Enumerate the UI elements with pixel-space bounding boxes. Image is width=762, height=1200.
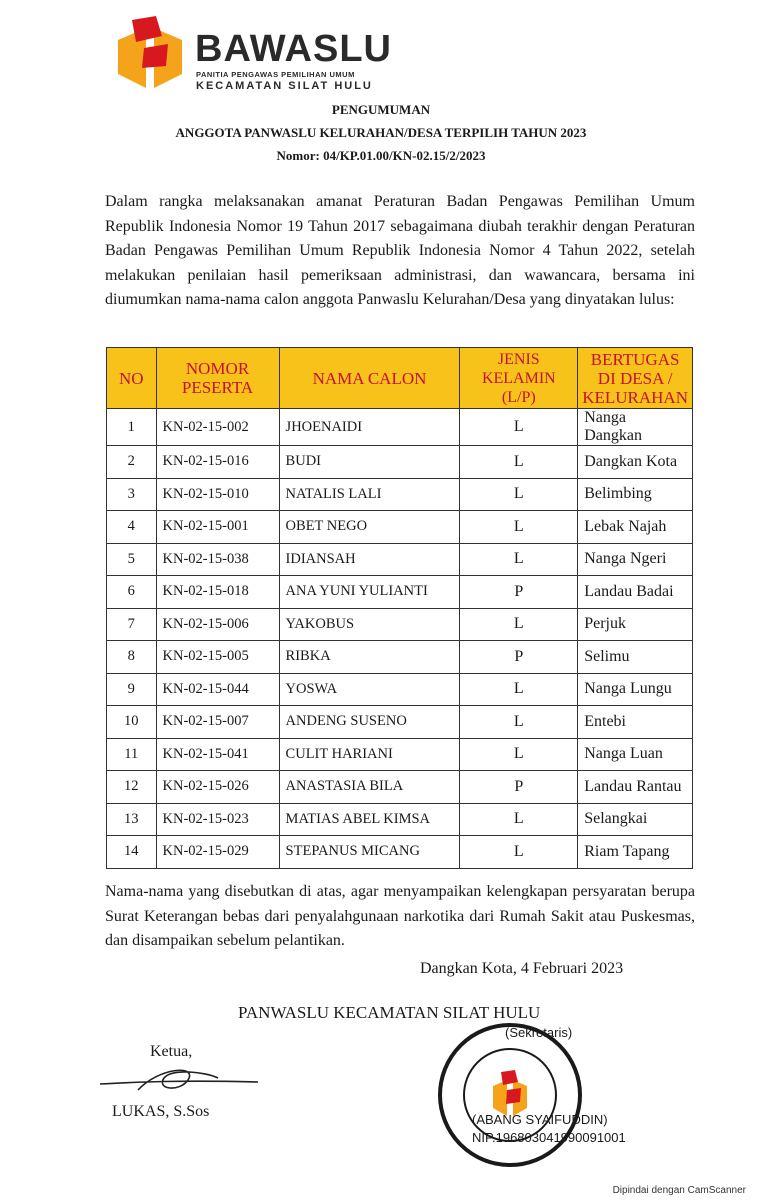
announcement-subject: ANGGOTA PANWASLU KELURAHAN/DESA TERPILIH TAHUN 2023 bbox=[175, 125, 587, 140]
right-signer-nip: NIP.196803041990091001 bbox=[472, 1130, 626, 1145]
cell-jenis-kelamin: L bbox=[460, 738, 578, 771]
cell-jenis-kelamin: L bbox=[460, 543, 578, 576]
cell-desa: Nanga Dangkan bbox=[578, 409, 693, 446]
table-row bbox=[107, 409, 693, 446]
cell-nama-calon: STEPANUS MICANG bbox=[279, 836, 460, 869]
cell-nama-calon: NATALIS LALI bbox=[279, 478, 460, 511]
cell-no: 1 bbox=[107, 409, 157, 446]
intro-paragraph: Dalam rangka melaksanakan amanat Peraturan Badan Pengawas Pemilihan Umum Republik Indonesia Nomor 19 Tahun 2017 sebagaimana diubah terakhir dengan Peraturan Badan Pengawas Pemilihan Umum Republik Indonesia Nomor 4 Tahun 2022, setelah melakukan penilaian hasil pemeriksaan administrasi, dan wawancara, bersama ini diumumkan nama-nama calon anggota Panwaslu Kelurahan/Desa yang dinyatakan lulus: bbox=[105, 193, 695, 308]
cell-no: 8 bbox=[107, 641, 157, 674]
right-signer-role: (Sekretaris) bbox=[505, 1025, 573, 1040]
table-row bbox=[107, 543, 693, 576]
cell-desa: Landau Rantau bbox=[578, 771, 693, 804]
table-header-row bbox=[107, 348, 693, 409]
col-nomor-peserta-header: NOMOR PESERTA bbox=[156, 348, 279, 409]
cell-desa: Dangkan Kota bbox=[578, 446, 693, 479]
cell-nomor-peserta: KN-02-15-002 bbox=[156, 409, 279, 446]
col-desa-header: BERTUGAS DI DESA / KELURAHAN bbox=[578, 348, 693, 409]
cell-nomor-peserta: KN-02-15-005 bbox=[156, 641, 279, 674]
cell-no: 10 bbox=[107, 706, 157, 739]
table-row bbox=[107, 771, 693, 804]
cell-no: 12 bbox=[107, 771, 157, 804]
cell-no: 13 bbox=[107, 803, 157, 836]
scanner-footer: Dipindai dengan CamScanner bbox=[612, 1185, 746, 1196]
cell-nama-calon: CULIT HARIANI bbox=[279, 738, 460, 771]
bawaslu-emblem-icon bbox=[110, 14, 190, 92]
candidate-table bbox=[106, 347, 693, 869]
left-signer-role: Ketua, bbox=[150, 1043, 193, 1060]
cell-no: 4 bbox=[107, 511, 157, 544]
col-no-header: NO bbox=[107, 348, 157, 409]
cell-jenis-kelamin: L bbox=[460, 836, 578, 869]
cell-desa: Selimu bbox=[578, 641, 693, 674]
cell-nama-calon: BUDI bbox=[279, 446, 460, 479]
cell-jenis-kelamin: L bbox=[460, 409, 578, 446]
cell-desa: Landau Badai bbox=[578, 576, 693, 609]
cell-jenis-kelamin: L bbox=[460, 608, 578, 641]
cell-nama-calon: JHOENAIDI bbox=[279, 409, 460, 446]
cell-nama-calon: ANA YUNI YULIANTI bbox=[279, 576, 460, 609]
logo-wordmark: BAWASLU bbox=[195, 28, 392, 70]
col-nama-calon-header: NAMA CALON bbox=[279, 348, 460, 409]
cell-jenis-kelamin: P bbox=[460, 771, 578, 804]
cell-nama-calon: OBET NEGO bbox=[279, 511, 460, 544]
cell-nama-calon: ANASTASIA BILA bbox=[279, 771, 460, 804]
place-date: Dangkan Kota, 4 Februari 2023 bbox=[420, 960, 624, 977]
table-row bbox=[107, 446, 693, 479]
cell-nomor-peserta: KN-02-15-016 bbox=[156, 446, 279, 479]
logo-subtitle-location: KECAMATAN SILAT HULU bbox=[196, 80, 373, 92]
cell-nomor-peserta: KN-02-15-018 bbox=[156, 576, 279, 609]
table-row bbox=[107, 608, 693, 641]
cell-desa: Selangkai bbox=[578, 803, 693, 836]
closing-paragraph: Nama-nama yang disebutkan di atas, agar menyampaikan kelengkapan persyaratan berupa Surat Keterangan bebas dari penyalahgunaan narkotika dari Rumah Sakit atau Puskesmas, dan disampaikan sebelum pelantikan. bbox=[105, 883, 695, 949]
cell-nama-calon: YAKOBUS bbox=[279, 608, 460, 641]
cell-jenis-kelamin: L bbox=[460, 803, 578, 836]
cell-nama-calon: MATIAS ABEL KIMSA bbox=[279, 803, 460, 836]
table-row bbox=[107, 738, 693, 771]
cell-no: 9 bbox=[107, 673, 157, 706]
cell-desa: Perjuk bbox=[578, 608, 693, 641]
cell-nama-calon: YOSWA bbox=[279, 673, 460, 706]
cell-no: 7 bbox=[107, 608, 157, 641]
cell-desa: Riam Tapang bbox=[578, 836, 693, 869]
announcement-number: Nomor: 04/KP.01.00/KN-02.15/2/2023 bbox=[276, 148, 486, 163]
cell-nomor-peserta: KN-02-15-006 bbox=[156, 608, 279, 641]
cell-desa: Nanga Lungu bbox=[578, 673, 693, 706]
table-row bbox=[107, 673, 693, 706]
official-stamp bbox=[435, 1020, 585, 1170]
cell-desa: Entebi bbox=[578, 706, 693, 739]
right-signer-name: (ABANG SYAIFUDDIN) bbox=[472, 1112, 608, 1127]
cell-jenis-kelamin: L bbox=[460, 511, 578, 544]
table-row bbox=[107, 803, 693, 836]
table-row bbox=[107, 836, 693, 869]
cell-no: 2 bbox=[107, 446, 157, 479]
cell-jenis-kelamin: L bbox=[460, 673, 578, 706]
cell-nomor-peserta: KN-02-15-010 bbox=[156, 478, 279, 511]
cell-nomor-peserta: KN-02-15-026 bbox=[156, 771, 279, 804]
cell-jenis-kelamin: L bbox=[460, 446, 578, 479]
cell-jenis-kelamin: P bbox=[460, 641, 578, 674]
cell-no: 3 bbox=[107, 478, 157, 511]
handwritten-signature-left bbox=[98, 1060, 268, 1100]
table-row bbox=[107, 576, 693, 609]
cell-nama-calon: IDIANSAH bbox=[279, 543, 460, 576]
cell-nomor-peserta: KN-02-15-007 bbox=[156, 706, 279, 739]
cell-nomor-peserta: KN-02-15-038 bbox=[156, 543, 279, 576]
cell-desa: Belimbing bbox=[578, 478, 693, 511]
cell-nama-calon: ANDENG SUSENO bbox=[279, 706, 460, 739]
cell-desa: Nanga Luan bbox=[578, 738, 693, 771]
table-row bbox=[107, 706, 693, 739]
table-row bbox=[107, 511, 693, 544]
cell-nomor-peserta: KN-02-15-029 bbox=[156, 836, 279, 869]
cell-desa: Lebak Najah bbox=[578, 511, 693, 544]
cell-no: 5 bbox=[107, 543, 157, 576]
cell-jenis-kelamin: L bbox=[460, 478, 578, 511]
cell-desa: Nanga Ngeri bbox=[578, 543, 693, 576]
cell-nomor-peserta: KN-02-15-041 bbox=[156, 738, 279, 771]
col-jenis-kelamin-header: JENIS KELAMIN (L/P) bbox=[460, 348, 578, 409]
announcement-heading: PENGUMUMAN bbox=[331, 102, 431, 117]
table-row bbox=[107, 478, 693, 511]
cell-no: 14 bbox=[107, 836, 157, 869]
table-row bbox=[107, 641, 693, 674]
cell-no: 6 bbox=[107, 576, 157, 609]
cell-nomor-peserta: KN-02-15-001 bbox=[156, 511, 279, 544]
cell-jenis-kelamin: P bbox=[460, 576, 578, 609]
left-signer-name: LUKAS, S.Sos bbox=[112, 1103, 210, 1120]
logo-subtitle: PANITIA PENGAWAS PEMILIHAN UMUM bbox=[196, 70, 355, 79]
cell-jenis-kelamin: L bbox=[460, 706, 578, 739]
bawaslu-logo bbox=[110, 14, 400, 94]
cell-nomor-peserta: KN-02-15-023 bbox=[156, 803, 279, 836]
cell-no: 11 bbox=[107, 738, 157, 771]
cell-nama-calon: RIBKA bbox=[279, 641, 460, 674]
cell-nomor-peserta: KN-02-15-044 bbox=[156, 673, 279, 706]
signature-org: PANWASLU KECAMATAN SILAT HULU bbox=[238, 1003, 541, 1022]
